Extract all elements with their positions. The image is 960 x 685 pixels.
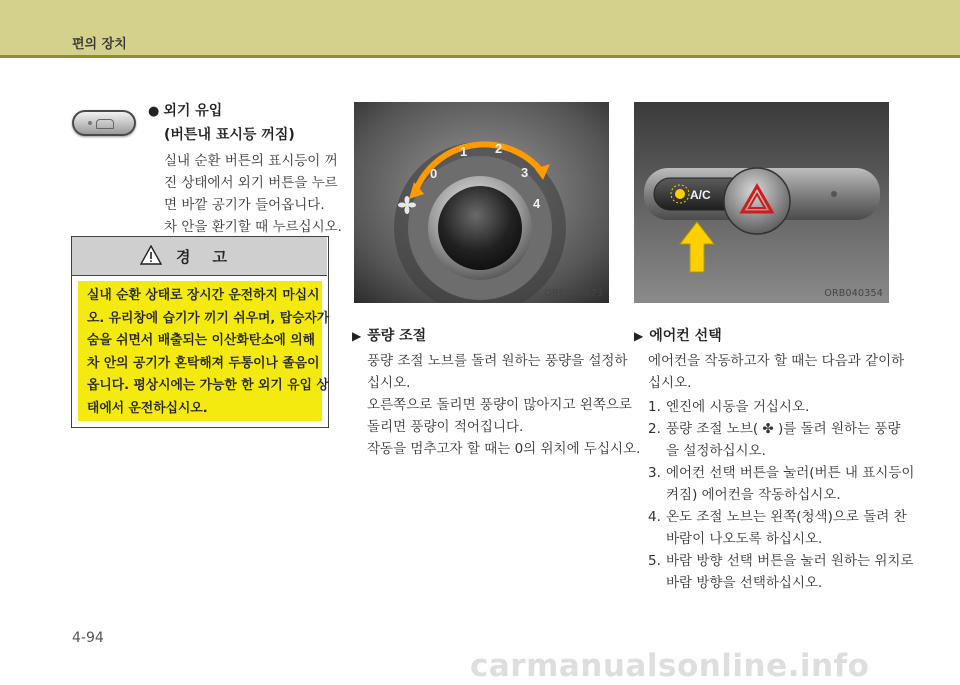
fan-speed-description bbox=[367, 350, 640, 460]
fan-speed-heading bbox=[352, 325, 426, 345]
dial-label: 4 bbox=[533, 196, 541, 211]
ac-select-heading bbox=[634, 325, 722, 345]
text-line: 오른쪽으로 돌리면 풍량이 많아지고 왼쪽으로 bbox=[367, 397, 632, 413]
fan-knob-figure bbox=[354, 102, 609, 303]
ac-select-title: 에어컨 선택 bbox=[649, 328, 722, 344]
watermark: carmanualsonline.info bbox=[470, 648, 870, 684]
list-item bbox=[648, 462, 915, 506]
car-icon bbox=[96, 119, 114, 129]
step-text: 풍량 조절 노브( ✤ )를 돌려 원하는 풍량 bbox=[666, 421, 901, 437]
section-title: 편의 장치 bbox=[72, 37, 127, 52]
text-line: 차 안을 환기할 때 누르십시오. bbox=[164, 219, 342, 235]
step-text: 바람 방향을 선택하십시오. bbox=[666, 575, 823, 591]
text-line: 숨을 쉬면서 배출되는 이산화탄소에 의해 bbox=[87, 333, 315, 348]
text-line: 진 상태에서 외기 버튼을 누르 bbox=[164, 175, 338, 191]
text-line: 작동을 멈추고자 할 때는 0의 위치에 두십시오. bbox=[367, 441, 641, 457]
step-text: 엔진에 시동을 거십시오. bbox=[666, 399, 810, 415]
list-item bbox=[648, 506, 907, 550]
text-line: 에어컨을 작동하고자 할 때는 다음과 같이하 bbox=[648, 353, 905, 369]
warning-text bbox=[87, 285, 330, 420]
header-rule bbox=[0, 55, 960, 58]
fan-speed-title: 풍량 조절 bbox=[367, 328, 427, 344]
outside-air-button-illustration bbox=[72, 110, 136, 136]
ac-button-figure bbox=[634, 102, 889, 303]
step-text: 켜짐) 에어컨을 작동하십시오. bbox=[666, 487, 841, 503]
outside-air-description bbox=[164, 150, 342, 238]
outside-air-heading bbox=[148, 100, 222, 123]
step-text: 을 설정하십시오. bbox=[666, 443, 766, 459]
ac-steps-list bbox=[648, 396, 915, 594]
dial-label: 0 bbox=[430, 166, 438, 181]
indicator-light-icon bbox=[88, 121, 92, 125]
step-text: 바람 방향 선택 버튼을 눌러 원하는 위치로 bbox=[666, 553, 914, 569]
arrow-right-icon: ▶ bbox=[352, 329, 362, 343]
outside-air-subtitle: (버튼내 표시등 꺼짐) bbox=[164, 127, 295, 143]
warning-box bbox=[71, 236, 329, 428]
header-band bbox=[0, 0, 960, 55]
figure-code: ORB040354 bbox=[824, 288, 883, 299]
ac-select-intro bbox=[648, 350, 904, 394]
text-line: 차 안의 공기가 혼탁해져 두통이나 졸음이 bbox=[87, 355, 320, 371]
warning-header bbox=[72, 237, 327, 276]
fan-knob-illustration bbox=[354, 102, 609, 303]
warning-triangle-icon bbox=[140, 245, 162, 265]
step-number: 2. bbox=[648, 421, 661, 437]
arrow-right-icon: ▶ bbox=[634, 329, 644, 343]
list-item bbox=[648, 396, 898, 418]
step-number: 4. bbox=[648, 509, 661, 525]
bullet-icon: ● bbox=[148, 104, 160, 119]
figure-code: ORB040073 bbox=[544, 288, 603, 299]
text-line: 실내 순환 버튼의 표시등이 꺼 bbox=[164, 153, 338, 169]
warning-body bbox=[78, 281, 330, 421]
text-line: 십시오. bbox=[648, 375, 692, 391]
step-text: 온도 조절 노브는 왼쪽(청색)으로 돌려 찬 bbox=[666, 509, 907, 525]
text-line: 십시오. bbox=[367, 375, 411, 391]
page-number: 4-94 bbox=[72, 630, 104, 646]
warning-title: 경고 bbox=[176, 248, 249, 266]
text-line: 태에서 운전하십시오. bbox=[87, 400, 208, 416]
ac-button-label: A/C bbox=[690, 188, 711, 202]
list-item bbox=[648, 418, 901, 462]
ac-panel-illustration bbox=[634, 102, 889, 303]
dial-label: 2 bbox=[495, 141, 503, 156]
step-number: 3. bbox=[648, 465, 661, 481]
text-line: 풍량 조절 노브를 돌려 원하는 풍량을 설정하 bbox=[367, 353, 628, 369]
dial-label: 1 bbox=[460, 144, 468, 159]
text-line: 실내 순환 상태로 장시간 운전하지 마십시 bbox=[87, 288, 320, 303]
text-line: 오. 유리창에 습기가 끼기 쉬우며, 탑승자가 bbox=[87, 310, 330, 326]
ac-indicator-icon bbox=[675, 189, 685, 199]
text-line: 면 바깥 공기가 들어옵니다. bbox=[164, 197, 325, 213]
outside-air-title: 외기 유입 bbox=[163, 103, 223, 119]
step-text: 에어컨 선택 버튼을 눌러(버튼 내 표시등이 bbox=[666, 465, 915, 481]
list-item bbox=[648, 550, 914, 594]
text-line: 옵니다. 평상시에는 가능한 한 외기 유입 상 bbox=[87, 378, 329, 393]
step-number: 1. bbox=[648, 399, 661, 415]
step-number: 5. bbox=[648, 553, 661, 569]
dial-label: 3 bbox=[521, 165, 529, 180]
text-line: 돌리면 풍량이 적어집니다. bbox=[367, 419, 524, 435]
step-text: 바람이 나오도록 하십시오. bbox=[666, 531, 823, 547]
